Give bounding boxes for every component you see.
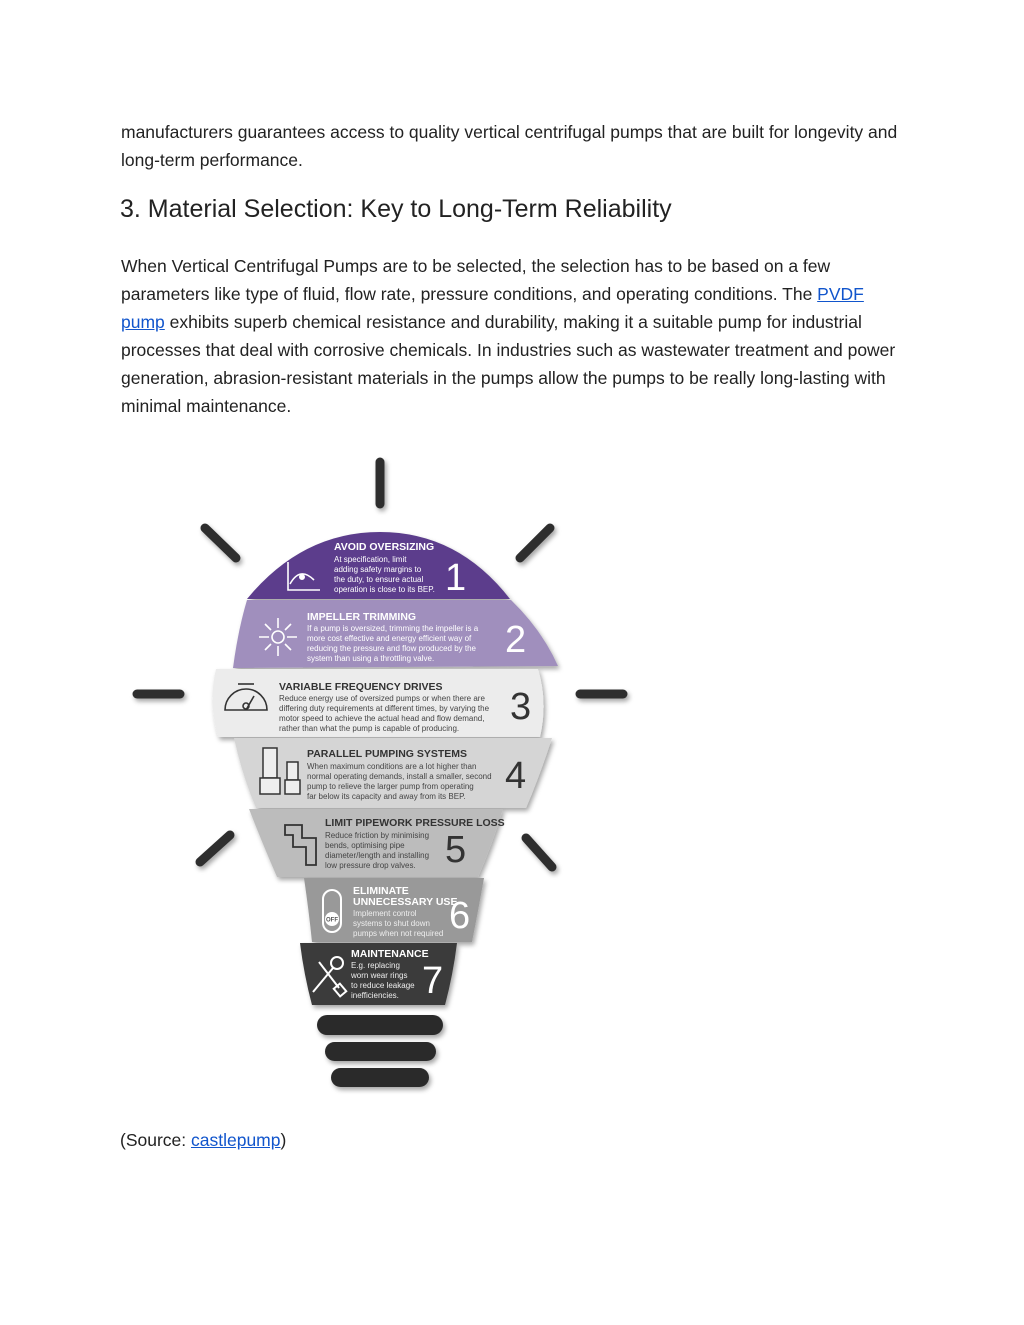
bulb-base-ring-2 — [325, 1042, 436, 1061]
stage-2-number: 2 — [505, 619, 527, 661]
body-paragraph — [121, 252, 906, 420]
stage-7-maintenance — [300, 943, 457, 1005]
stage-2-line-4: system than using a throttling valve. — [307, 654, 435, 663]
stage-4-number: 4 — [505, 755, 527, 797]
stage-6-line-2: systems to shut down — [353, 919, 430, 928]
section-heading: 3. Material Selection: Key to Long-Term Reliability — [120, 195, 672, 223]
source-suffix: ) — [280, 1130, 287, 1150]
source-prefix: (Source: — [120, 1130, 191, 1150]
stage-7-line-1: E.g. replacing — [351, 961, 400, 970]
paragraph-text-after-link: exhibits superb chemical resistance and durability, making it a suitable pump for industrial processes that deal with corrosive chemicals. In industries such as wastewater treatment and power generation, abrasion-resistant materials in the pumps allow the pumps to be really long-lasting with minimal maintenance. — [121, 312, 896, 416]
stage-4-line-2: normal operating demands, install a smaller, second — [307, 772, 492, 781]
pvdf-pump-link[interactable]: PVDF pump — [121, 284, 864, 332]
stage-5-limit-pipework-pressure-loss — [249, 809, 505, 877]
stage-5-title: LIMIT PIPEWORK PRESSURE LOSS — [325, 817, 505, 829]
stage-6-number: 6 — [449, 895, 471, 937]
off-switch-label: OFF — [326, 917, 338, 924]
ray-upper-left — [205, 528, 236, 558]
ray-upper-right — [520, 528, 550, 558]
stage-7-title: MAINTENANCE — [351, 948, 429, 960]
stage-6-eliminate-unnecessary-use — [304, 878, 484, 942]
stage-4-line-4: far below its capacity and away from its BEP. — [307, 792, 466, 801]
stage-6-title-line-2: UNNECESSARY USE — [353, 896, 458, 908]
stage-1-avoid-oversizing — [247, 532, 510, 599]
stage-1-line-2: adding safety margins to — [334, 565, 422, 574]
stage-6-line-1: Implement control — [353, 909, 417, 918]
stage-4-parallel-pumping-systems — [234, 738, 552, 808]
bulb-base-ring-3 — [331, 1068, 429, 1087]
bulb-base — [317, 1015, 443, 1087]
stage-3-line-3: motor speed to achieve the actual head and flow demand, — [279, 714, 485, 723]
stage-3-number: 3 — [510, 686, 532, 728]
stage-1-title: AVOID OVERSIZING — [334, 541, 435, 553]
stage-3-title: VARIABLE FREQUENCY DRIVES — [279, 681, 443, 693]
stage-4-line-3: pump to relieve the larger pump from operating — [307, 782, 474, 791]
stage-3-line-2: differing duty requirements at different times, by varying the — [279, 704, 490, 713]
stage-5-number: 5 — [445, 829, 467, 871]
paragraph-text-before-link: When Vertical Centrifugal Pumps are to be selected, the selection has to be based on a few parameters like type of fluid, flow rate, pressure conditions, and operating conditions. The — [121, 256, 831, 304]
stage-6-title-line-1: ELIMINATE — [353, 885, 409, 897]
stage-4-line-1: When maximum conditions are a lot higher than — [307, 762, 477, 771]
stage-2-line-3: reducing the pressure and flow produced by the — [307, 644, 476, 653]
ray-lower-right — [526, 838, 552, 867]
image-source-caption — [120, 1126, 286, 1154]
stage-2-impeller-trimming — [233, 600, 558, 668]
stage-1-line-3: the duty, to ensure actual — [334, 575, 424, 584]
stage-2-line-2: more cost effective and energy efficient way of — [307, 634, 472, 643]
stage-7-line-4: inefficiencies. — [351, 991, 399, 1000]
ray-lower-left — [200, 835, 230, 862]
stage-1-line-1: At specification, limit — [334, 555, 407, 564]
stage-7-line-2: worn wear rings — [351, 971, 408, 980]
stage-7-line-3: to reduce leakage — [351, 981, 415, 990]
stage-3-line-1: Reduce energy use of oversized pumps or when there are — [279, 694, 485, 703]
bulb-base-ring-1 — [317, 1015, 443, 1035]
stage-2-line-1: If a pump is oversized, trimming the impeller is a — [307, 624, 479, 633]
stage-4-title: PARALLEL PUMPING SYSTEMS — [307, 748, 468, 760]
stage-5-line-3: diameter/length and installing — [325, 851, 430, 860]
stage-1-line-4: operation is close to its BEP. — [334, 585, 435, 594]
stage-2-title: IMPELLER TRIMMING — [307, 611, 417, 623]
stage-6-line-3: pumps when not required — [353, 929, 444, 938]
pump-efficiency-lightbulb-infographic — [120, 440, 650, 1100]
castlepump-source-link[interactable]: castlepump — [191, 1130, 281, 1150]
stage-3-variable-frequency-drives — [212, 669, 543, 737]
stage-5-line-2: bends, optimising pipe — [325, 841, 405, 850]
stage-3-line-4: rather than what the pump is capable of producing. — [279, 724, 460, 733]
stage-7-number: 7 — [422, 960, 444, 1002]
stage-5-line-1: Reduce friction by minimising — [325, 831, 430, 840]
stage-1-number: 1 — [445, 557, 467, 599]
intro-paragraph: manufacturers guarantees access to quality vertical centrifugal pumps that are built for longevity and long-term performance. — [121, 122, 898, 170]
stage-5-line-4: low pressure drop valves. — [325, 861, 416, 870]
